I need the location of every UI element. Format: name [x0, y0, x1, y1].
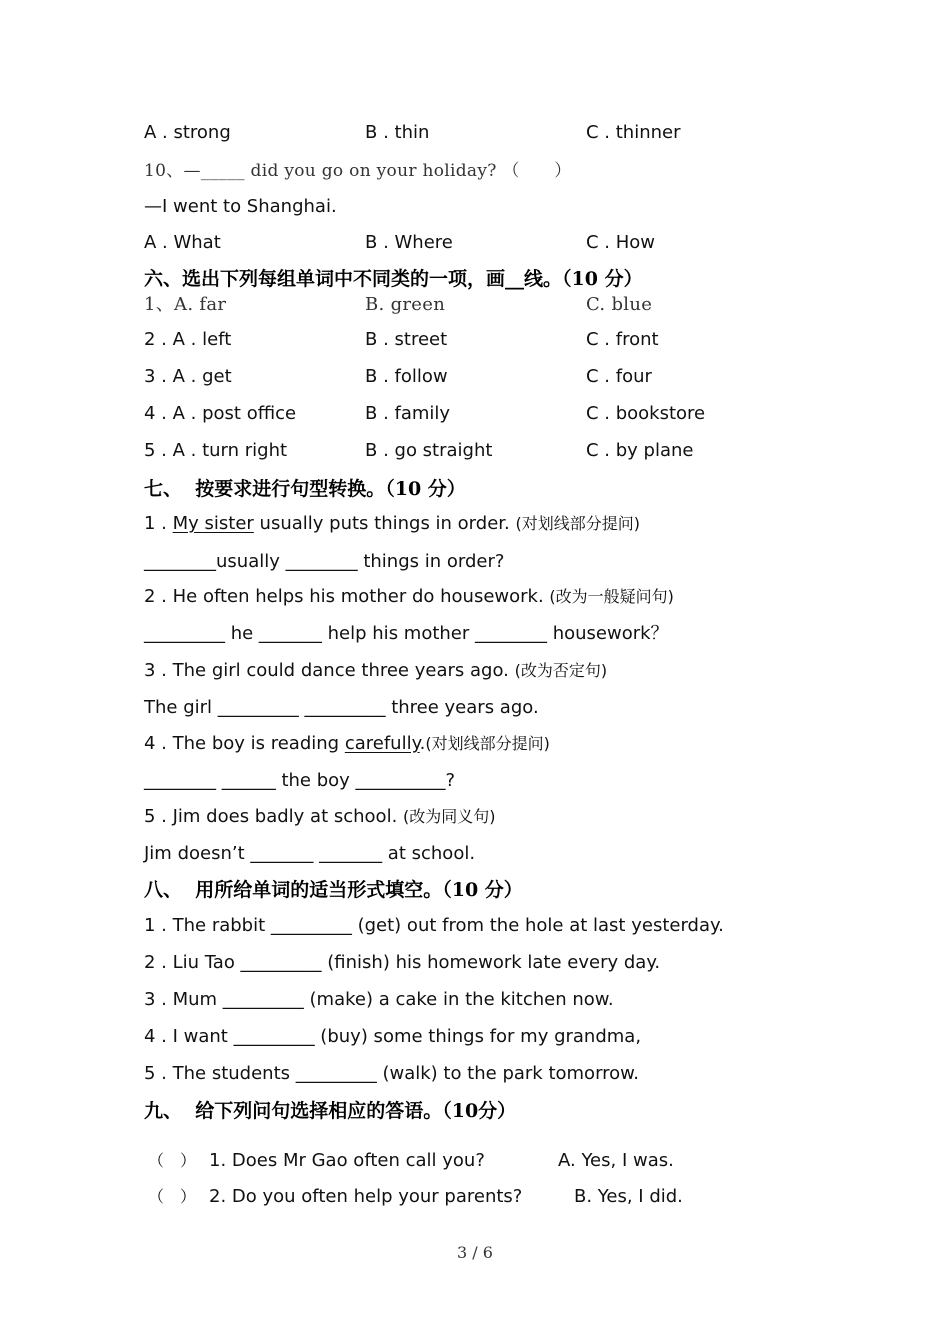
s6-row4-a: 4 . A . post office [144, 403, 297, 424]
q10-option-a: A . What [144, 232, 221, 253]
s6-row3-b: B . follow [365, 366, 448, 387]
section6-heading-blank: __ [505, 268, 525, 290]
s6-row2-a: 2 . A . left [144, 329, 232, 350]
q10-option-b: B . Where [365, 232, 453, 253]
s6-row3-c: C . four [586, 366, 652, 387]
page-number: 3 / 6 [457, 1243, 493, 1262]
s6-row4-c: C . bookstore [586, 403, 706, 424]
q9-option-a: A . strong [144, 122, 231, 143]
s6-row4-b: B . family [365, 403, 451, 424]
q10-option-c: C . How [586, 232, 656, 253]
s9-item2-paren: （ ） [148, 1187, 197, 1206]
s7-q4-post: . [419, 733, 426, 754]
s6-row2-b: B . street [365, 329, 448, 350]
s7-q1-pre: 1 . [144, 513, 173, 534]
section8-heading: 八、 用所给单词的适当形式填空。（10 分） [144, 879, 523, 901]
s7-q2-answer: _________ he _______ help his mother ________ housework？ [144, 623, 669, 644]
s8-item-3: 3 . Mum _________ (make) a cake in the kitchen now. [144, 989, 614, 1010]
s9-item1-paren: （ ） [148, 1151, 197, 1170]
s7-q4 [144, 732, 550, 756]
s7-q1 [144, 512, 640, 536]
s8-item-4: 4 . I want _________ (buy) some things for my grandma, [144, 1026, 642, 1047]
s7-q3-text: 3 . The girl could dance three years ago. [144, 660, 515, 681]
s9-item1-question: 1. Does Mr Gao often call you? [209, 1150, 485, 1171]
s7-q5 [144, 805, 496, 829]
s9-item2-answer: B. Yes, I did. [574, 1186, 683, 1207]
s7-q4-pre: 4 . The boy is reading [144, 733, 345, 754]
s7-q3-note: (改为否定句) [514, 661, 608, 680]
s7-q2-text: 2 . He often helps his mother do housework. [144, 586, 550, 607]
s7-q4-answer: ________ ______ the boy __________? [144, 770, 456, 791]
s6-row1-b: B. green [365, 294, 446, 315]
s8-item-1: 1 . The rabbit _________ (get) out from the hole at last yesterday. [144, 915, 724, 936]
s7-q3-answer: The girl _________ _________ three years ago. [144, 697, 539, 718]
s6-row1-c: C. blue [586, 294, 653, 315]
s8-item-5: 5 . The students _________ (walk) to the park tomorrow. [144, 1063, 639, 1084]
s9-item2-question: 2. Do you often help your parents? [209, 1186, 523, 1207]
s7-q4-note: (对划线部分提问) [425, 734, 550, 753]
section9-heading: 九、 给下列问句选择相应的答语。（10分） [144, 1100, 517, 1122]
s6-row3-a: 3 . A . get [144, 366, 232, 387]
s7-q3 [144, 659, 607, 683]
s9-item1-answer: A. Yes, I was. [558, 1150, 674, 1171]
q10-stem: 10、—_____ did you go on your holiday? （ ） [144, 161, 572, 181]
s7-q2 [144, 585, 674, 609]
s7-q1-underlined: My sister [172, 513, 254, 534]
q9-option-b: B . thin [365, 122, 430, 143]
section7-heading: 七、 按要求进行句型转换。（10 分） [144, 478, 466, 500]
s7-q5-answer: Jim doesn’t _______ _______ at school. [144, 843, 476, 864]
s7-q1-note: (对划线部分提问) [515, 514, 640, 533]
s7-q4-underlined: carefully [344, 733, 420, 754]
s7-q5-text: 5 . Jim does badly at school. [144, 806, 404, 827]
q10-answer-line: —I went to Shanghai. [144, 196, 337, 217]
s7-q1-post: usually puts things in order. [253, 513, 516, 534]
s7-q1-answer: ________usually ________ things in order? [144, 551, 505, 572]
s6-row1-a: 1、A. far [144, 294, 227, 315]
section6-heading-pre: 六、选出下列每组单词中不同类的一项，画 [144, 268, 506, 290]
section6-heading-post: 线。（10 分） [524, 268, 643, 290]
s6-row5-a: 5 . A . turn right [144, 440, 288, 461]
s6-row5-c: C . by plane [586, 440, 694, 461]
s6-row2-c: C . front [586, 329, 659, 350]
s6-row5-b: B . go straight [365, 440, 493, 461]
q9-option-c: C . thinner [586, 122, 681, 143]
s7-q5-note: (改为同义句) [403, 807, 496, 826]
s8-item-2: 2 . Liu Tao _________ (finish) his homework late every day. [144, 952, 661, 973]
section6-heading [144, 267, 643, 291]
s7-q2-note: (改为一般疑问句) [549, 587, 674, 606]
